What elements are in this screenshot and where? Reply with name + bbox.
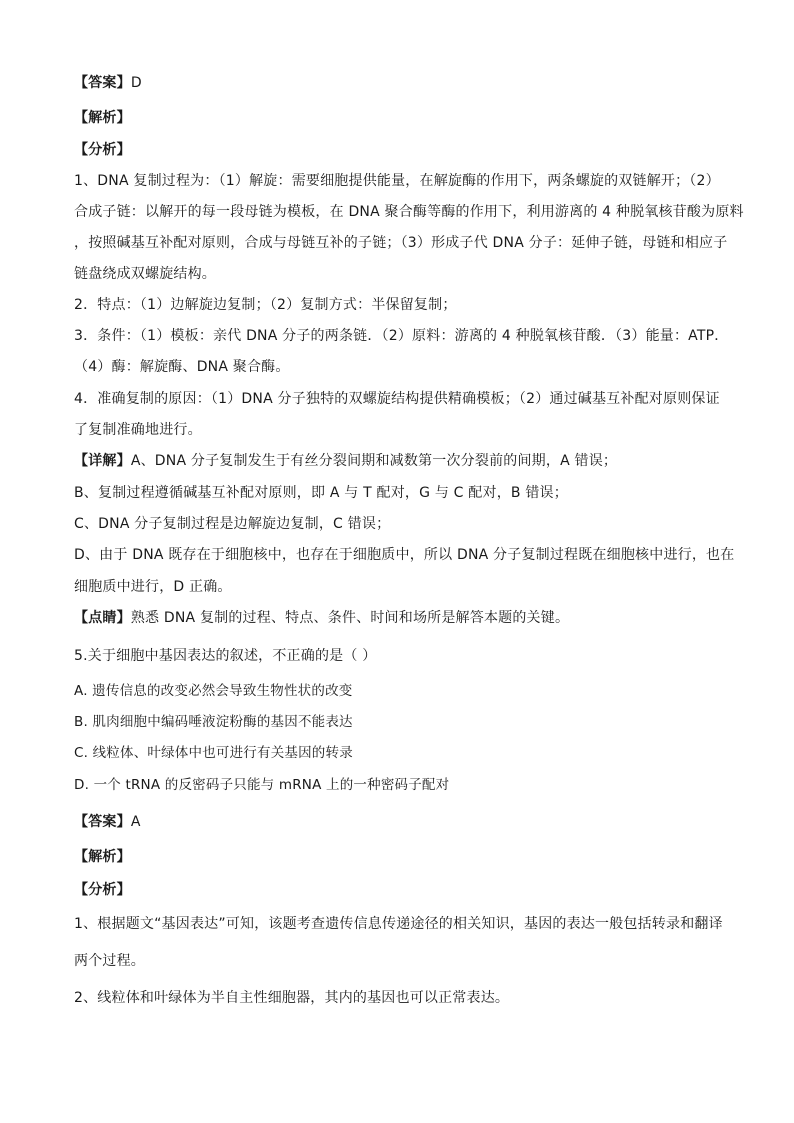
analysis-line: 2．特点：（1）边解旋边复制；（2）复制方式：半保留复制；: [74, 297, 457, 313]
detail-line: C、DNA 分子复制过程是边解旋边复制，C 错误；: [74, 516, 391, 532]
analysis-line: 2、线粒体和叶绿体为半自主性细胞器，其内的基因也可以正常表达。: [74, 990, 510, 1006]
detail-line: 细胞质中进行，D 正确。: [74, 579, 232, 595]
comment-tag: 【点睛】: [74, 610, 131, 626]
detail-line-1: [74, 451, 617, 471]
answer-tag: 【答案】: [74, 814, 131, 830]
analysis-line: ，按照碱基互补配对原则，合成与母链互补的子链；（3）形成子代 DNA 分子：延伸子链，母链和相应子: [74, 235, 728, 251]
option-c: C. 线粒体、叶绿体中也可进行有关基因的转录: [74, 745, 353, 761]
analysis-line: 3．条件：（1）模板：亲代 DNA 分子的两条链．（2）原料：游离的 4 种脱氧核苷酸．（3）能量：ATP．: [74, 328, 729, 344]
option-a: A. 遗传信息的改变必然会导致生物性状的改变: [74, 683, 353, 699]
answer-tag: 【答案】: [74, 75, 131, 91]
option-b: B. 肌肉细胞中编码唾液淀粉酶的基因不能表达: [74, 714, 353, 730]
detail-line: D、由于 DNA 既存在于细胞核中，也存在于细胞质中，所以 DNA 分子复制过程既在细胞核中进行，也在: [74, 547, 735, 563]
analysis-line: 链盘绕成双螺旋结构。: [74, 266, 216, 282]
answer-line-2: [74, 812, 141, 832]
analysis-line: 合成子链：以解开的每一段母链为模板，在 DNA 聚合酶等酶的作用下，利用游离的 4 种脱氧核苷酸为原料: [74, 204, 744, 220]
analysis-tag: 【分析】: [74, 142, 131, 158]
analysis-line: 两个过程。: [74, 953, 145, 969]
analysis-line: （4）酶：解旋酶、DNA 聚合酶。: [74, 359, 290, 375]
answer-value: D: [130, 75, 142, 91]
option-d: D. 一个 tRNA 的反密码子只能与 mRNA 上的一种密码子配对: [74, 777, 450, 793]
comment-text: 熟悉 DNA 复制的过程、特点、条件、时间和场所是解答本题的关键。: [130, 610, 570, 626]
analysis-line: 4．准确复制的原因：（1）DNA 分子独特的双螺旋结构提供精确模板；（2）通过碱基互补配对原则保证: [74, 391, 720, 407]
analysis-line: 了复制准确地进行。: [74, 422, 202, 438]
answer-value: A: [130, 814, 141, 830]
analysis-line: 1、DNA 复制过程为：（1）解旋：需要细胞提供能量，在解旋酶的作用下，两条螺旋的双链解开；（2）: [74, 173, 720, 189]
question-stem: 5.关于细胞中基因表达的叙述，不正确的是（ ）: [74, 648, 377, 664]
explain-tag: 【解析】: [74, 849, 131, 865]
explain-tag: 【解析】: [74, 110, 131, 126]
analysis-tag: 【分析】: [74, 882, 131, 898]
comment-line: [74, 608, 569, 628]
detail-line: B、复制过程遵循碱基互补配对原则，即 A 与 T 配对，G 与 C 配对，B 错误；: [74, 485, 568, 501]
answer-line-1: [74, 73, 142, 93]
analysis-line: 1、根据题文“基因表达”可知，该题考查遗传信息传递途径的相关知识，基因的表达一般包括转录和翻译: [74, 916, 723, 932]
detail-tag: 【详解】: [74, 453, 131, 469]
detail-text: A、DNA 分子复制发生于有丝分裂间期和减数第一次分裂前的间期，A 错误；: [130, 453, 618, 469]
